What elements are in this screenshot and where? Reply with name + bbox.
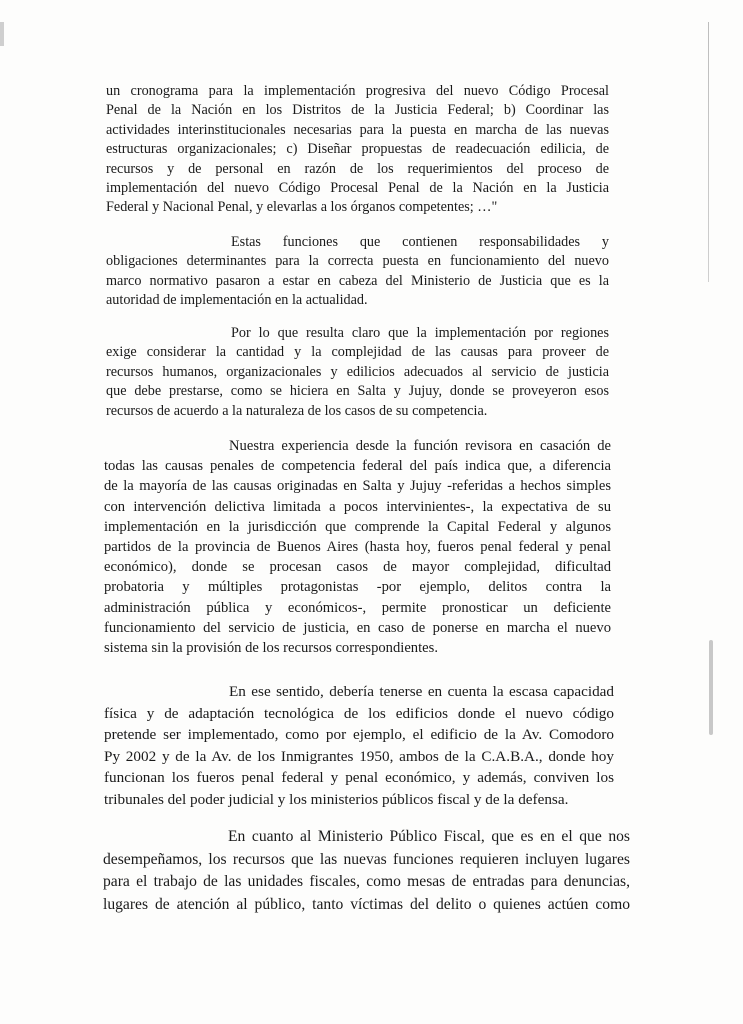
text-line: marco normativo pasaron a estar en cabeza del Ministerio de Justicia que es la [106, 272, 609, 289]
text-line: implementación en la jurisdicción que comprende la Capital Federal y algunos [104, 518, 611, 535]
text-line: recursos y de personal en razón de los requerimientos del proceso de [106, 160, 609, 177]
text-line: un cronograma para la implementación progresiva del nuevo Código Procesal [106, 83, 609, 99]
text-line: estructuras organizacionales; c) Diseñar propuestas de readecuación edilicia, de [106, 141, 609, 158]
text-line: funcionamiento del servicio de justicia, en caso de ponerse en marcha el nuevo [104, 619, 611, 636]
text-line: todas las causas penales de competencia federal del país indica que, a diferencia [104, 458, 611, 475]
text-line: que debe prestarse, como se hiciera en Salta y Jujuy, donde se proveyeron esos [106, 383, 609, 400]
text-line: probatoria y múltiples protagonistas -por ejemplo, delitos contra la [104, 579, 611, 596]
text-line: autoridad de implementación en la actualidad. [106, 292, 368, 309]
text-line: En ese sentido, debería tenerse en cuenta la escasa capacidad [229, 683, 614, 700]
text-line: administración pública y económicos-, permite pronosticar un deficiente [104, 599, 611, 616]
text-line: exige considerar la cantidad y la complejidad de las causas para proveer de [106, 344, 609, 361]
paragraph [106, 233, 609, 311]
paragraph [103, 826, 630, 916]
text-line: Nuestra experiencia desde la función revisora en casación de [229, 438, 611, 454]
text-line: partidos de la provincia de Buenos Aires (hasta hoy, fueros penal federal y penal [104, 539, 611, 556]
paragraph [104, 681, 614, 811]
text-line: Py 2002 y de la Av. de los Inmigrantes 1950, ambos de la C.A.B.A., donde hoy [104, 747, 614, 765]
scan-edge-line [708, 22, 709, 282]
text-line: desempeñamos, los recursos que las nuevas funciones requieren incluyen lugares [103, 850, 630, 868]
text-line: actividades interinstitucionales necesarias para la puesta en marcha de las nuevas [106, 121, 609, 138]
text-line: económico), donde se procesan casos de mayor complejidad, dificultad [104, 559, 611, 576]
text-line: de la mayoría de las causas originadas en Salta y Jujuy -referidas a hechos simples [104, 478, 611, 495]
text-line: recursos de acuerdo a la naturaleza de los casos de su competencia. [106, 402, 488, 419]
paragraph [106, 324, 609, 421]
text-line: Penal de la Nación en los Distritos de la Justicia Federal; b) Coordinar las [106, 102, 609, 119]
text-line: implementación del nuevo Código Procesal Penal de la Nación en la Justicia [106, 180, 609, 197]
text-line: sistema sin la provisión de los recursos correspondientes. [104, 640, 438, 657]
paragraph [106, 82, 609, 218]
text-line: En cuanto al Ministerio Público Fiscal, que es en el que nos [228, 828, 630, 845]
scan-artifact [0, 22, 4, 46]
text-line: Federal y Nacional Penal, y elevarlas a los órganos competentes; …" [106, 199, 498, 216]
text-line: física y de adaptación tecnológica de los edificios donde el nuevo código [104, 704, 614, 722]
text-line: obligaciones determinantes para la correcta puesta en funcionamiento del nuevo [106, 253, 609, 270]
text-line: lugares de atención al público, tanto víctimas del delito o quienes actúen como [103, 895, 630, 913]
paragraph [104, 436, 611, 658]
text-line: funcionan los fueros penal federal y penal económico, y además, conviven los [104, 769, 614, 787]
text-line: Estas funciones que contienen responsabilidades y [231, 234, 609, 250]
text-line: con intervención delictiva limitada a pocos intervinientes-, la expectativa de su [104, 498, 611, 515]
text-line: Por lo que resulta claro que la implementación por regiones [231, 325, 609, 341]
scan-artifact [709, 640, 713, 735]
text-line: pretende ser implementado, como por ejemplo, el edificio de la Av. Comodoro [104, 726, 614, 744]
text-line: recursos humanos, organizacionales y edilicios adecuados al servicio de justicia [106, 363, 609, 380]
text-line: para el trabajo de las unidades fiscales, como mesas de entradas para denuncias, [103, 873, 630, 891]
text-line: tribunales del poder judicial y los ministerios públicos fiscal y de la defensa. [104, 790, 569, 808]
